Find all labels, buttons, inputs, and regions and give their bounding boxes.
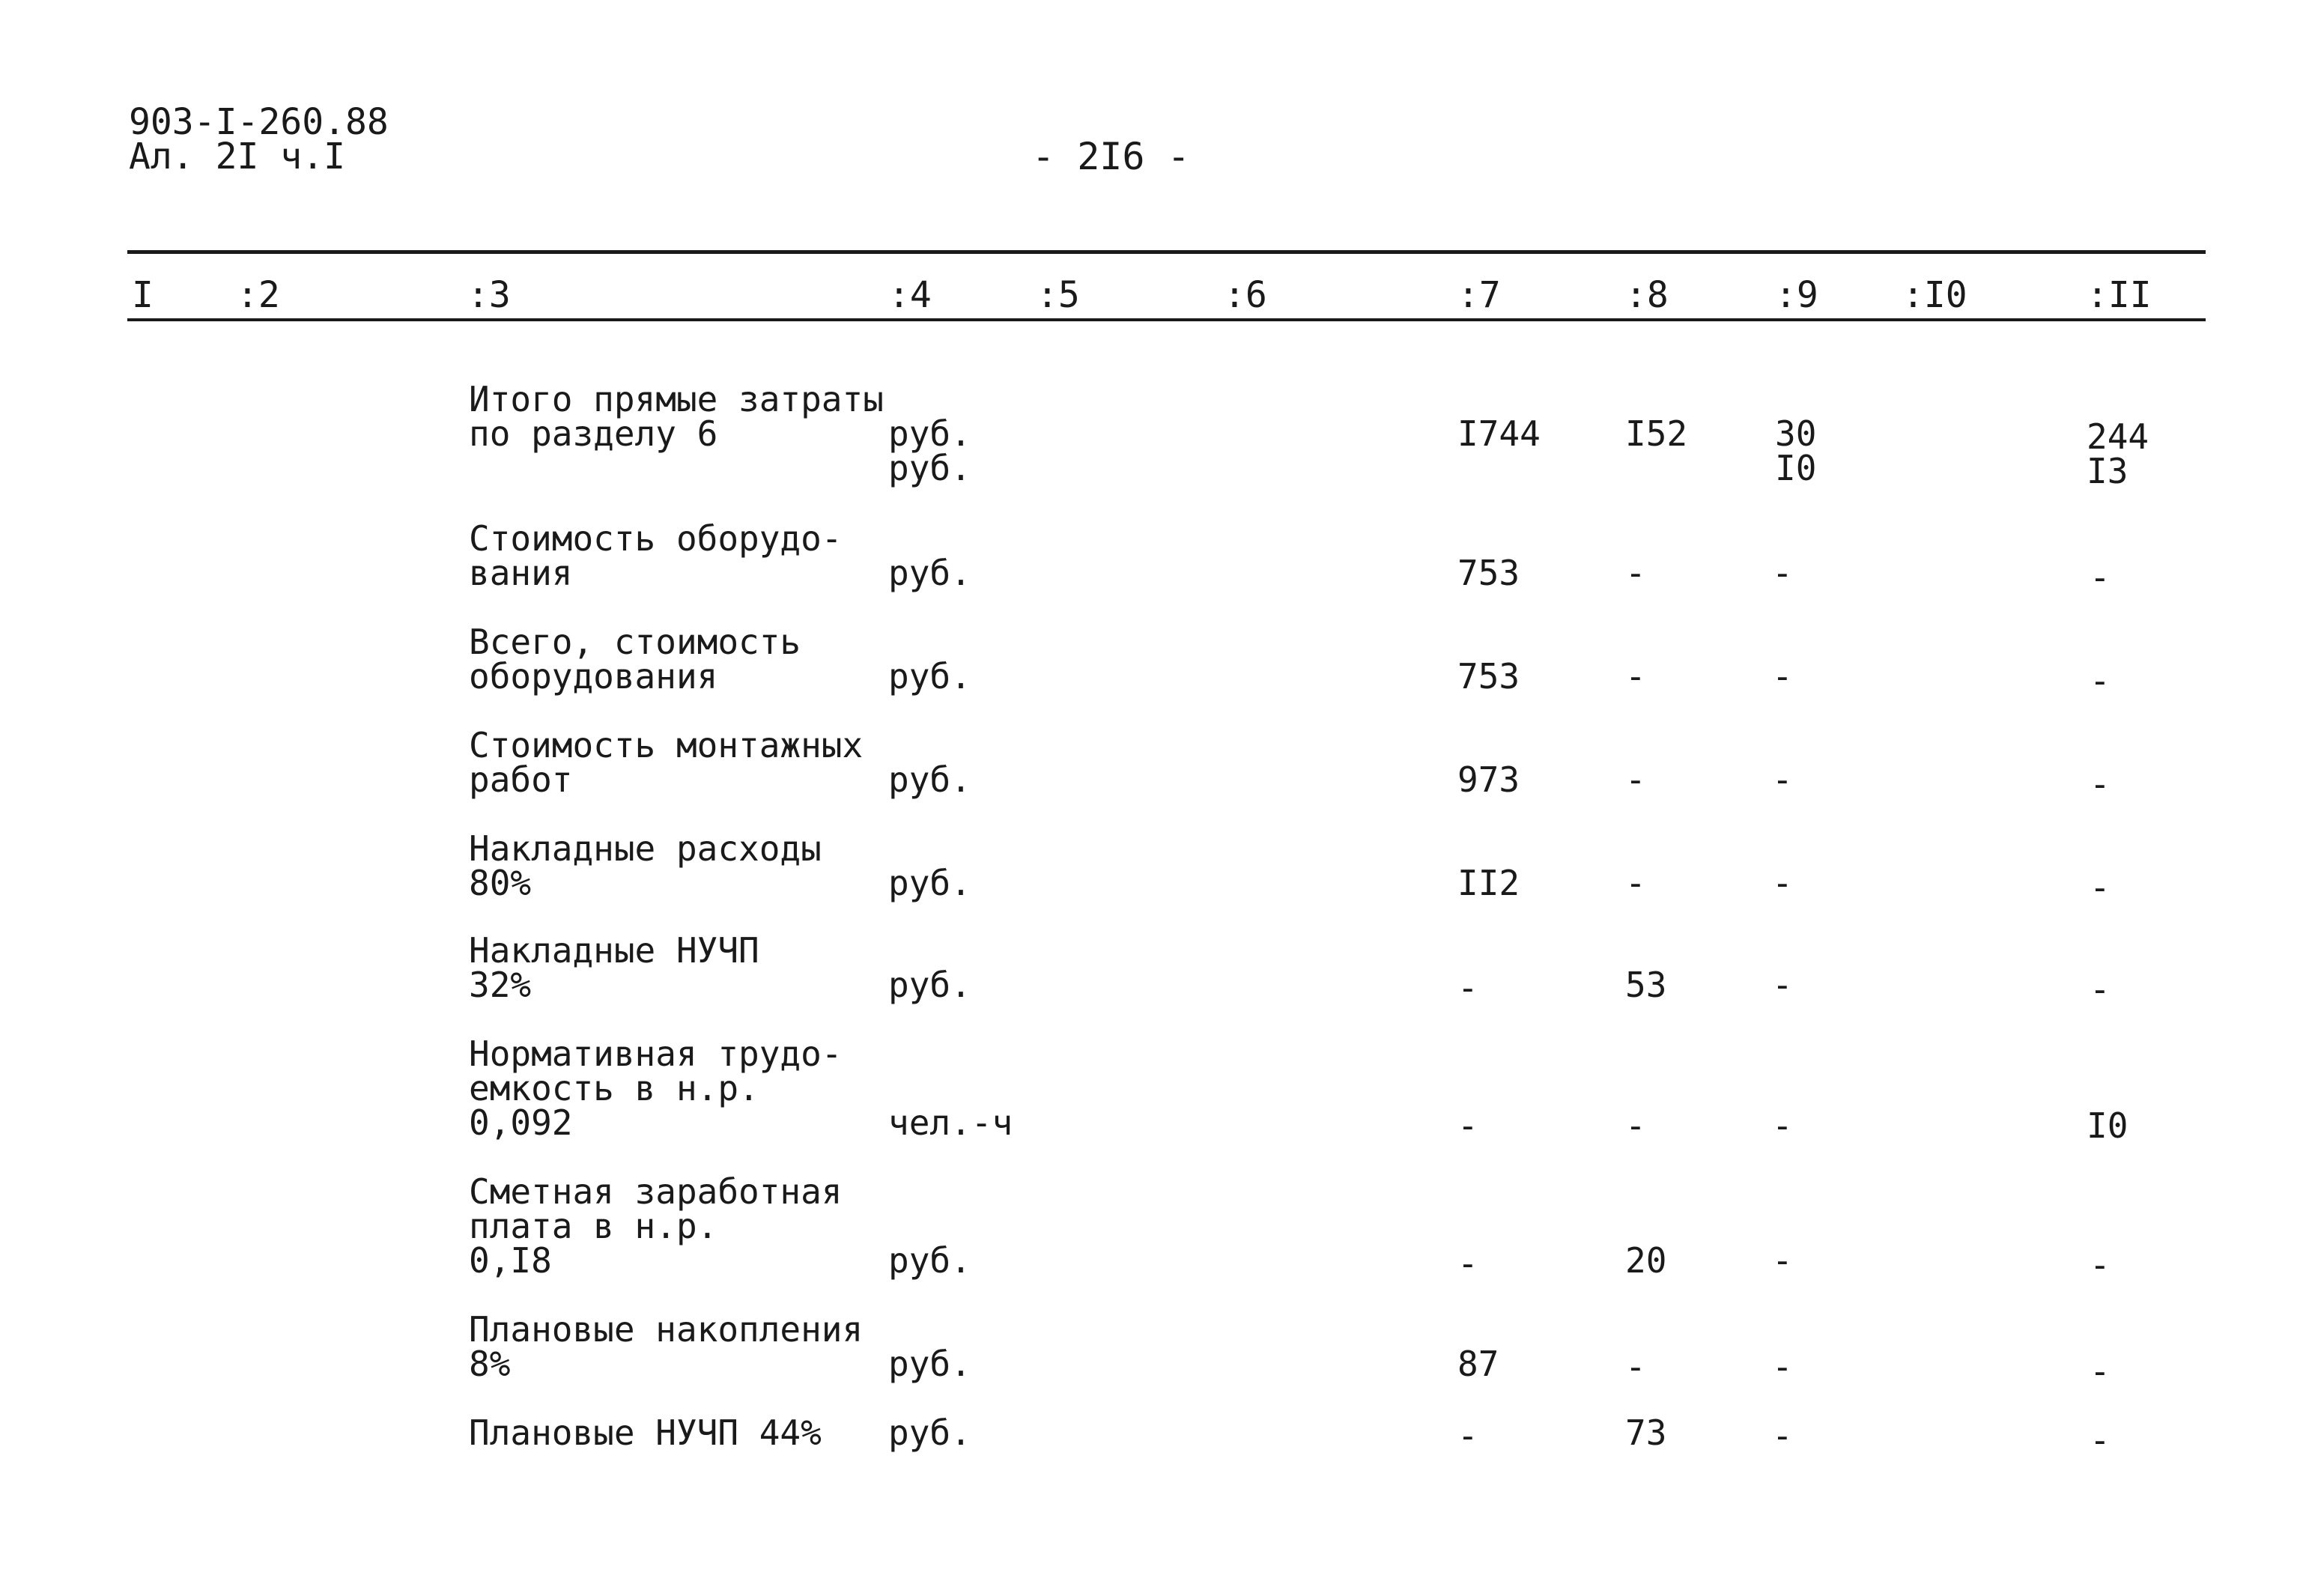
row-value-col8: -	[1625, 1347, 1646, 1387]
row-value-col9: -	[1772, 1416, 1793, 1456]
column-header-11: :II	[2087, 274, 2152, 316]
row-value-col7: -	[1457, 1243, 1478, 1284]
row-value-col9: -	[1772, 965, 1793, 1005]
row-value-col9: -	[1772, 1105, 1793, 1146]
row-value-col7: -	[1457, 968, 1478, 1008]
page-number: - 2I6 -	[1032, 135, 1190, 178]
row-value-col8: 53	[1625, 965, 1667, 1005]
row-value-col11: I0	[2087, 1105, 2128, 1146]
column-header-5: :5	[1037, 274, 1080, 316]
row-unit: руб.	[888, 1413, 971, 1453]
column-header-9: :9	[1775, 274, 1818, 316]
row-unit: чел.-ч	[888, 1102, 1013, 1143]
row-item-name: Итого прямые затраты по разделу 6	[469, 379, 884, 454]
row-value-col7: 973	[1457, 759, 1520, 800]
row-value-col8: -	[1625, 553, 1646, 593]
row-unit: руб.	[888, 656, 971, 697]
row-value-col11: -	[2090, 867, 2111, 908]
table-header-rule	[127, 318, 2206, 321]
row-value-col9: 30 I0	[1775, 413, 1817, 488]
row-value-col7: -	[1457, 1416, 1478, 1456]
row-value-col9: -	[1772, 1347, 1793, 1387]
row-value-col9: -	[1772, 759, 1793, 800]
row-value-col9: -	[1772, 863, 1793, 903]
row-unit: руб.	[888, 759, 971, 800]
row-item-name: Сметная заработная плата в н.р. 0,I8	[469, 1171, 843, 1281]
row-value-col8: -	[1625, 656, 1646, 697]
row-value-col11: -	[2090, 1420, 2111, 1460]
row-value-col8: I52	[1625, 413, 1688, 454]
row-value-col7: 753	[1457, 656, 1520, 697]
row-value-col7: 753	[1457, 553, 1520, 593]
row-item-name: Всего, стоимость оборудования	[469, 622, 801, 697]
row-unit: руб.	[888, 1240, 971, 1281]
row-value-col8: -	[1625, 863, 1646, 903]
row-value-col7: I744	[1457, 413, 1541, 454]
column-header-8: :8	[1625, 274, 1669, 316]
row-item-name: Стоимость монтажных работ	[469, 725, 864, 800]
row-value-col8: 20	[1625, 1240, 1667, 1281]
row-value-col8: 73	[1625, 1413, 1667, 1453]
row-value-col11: -	[2090, 1351, 2111, 1392]
row-unit: руб.	[888, 553, 971, 593]
row-value-col8: -	[1625, 1105, 1646, 1146]
row-value-col7: -	[1457, 1105, 1478, 1146]
row-value-col11: -	[2090, 969, 2111, 1010]
row-value-col11: -	[2090, 557, 2111, 598]
row-value-col11: -	[2090, 661, 2111, 701]
row-item-name: Плановые НУЧП 44%	[469, 1413, 822, 1453]
row-unit: руб.	[888, 965, 971, 1005]
row-value-col8: -	[1625, 759, 1646, 800]
row-item-name: Накладные расходы 80%	[469, 828, 822, 903]
column-header-3: :3	[467, 274, 511, 316]
row-unit: руб.	[888, 1344, 971, 1384]
column-header-6: :6	[1224, 274, 1267, 316]
row-unit: руб.	[888, 863, 971, 903]
row-item-name: Плановые накопления 8%	[469, 1309, 864, 1384]
column-header-7: :7	[1457, 274, 1501, 316]
row-value-col9: -	[1772, 656, 1793, 697]
row-item-name: Накладные НУЧП 32%	[469, 930, 759, 1005]
row-value-col11: 244 I3	[2087, 416, 2149, 491]
document-code	[129, 101, 389, 177]
document-code-line2: Ал. 2I ч.I	[129, 136, 345, 177]
row-item-name: Стоимость оборудо- вания	[469, 518, 843, 593]
row-value-col7: II2	[1457, 863, 1520, 903]
document-code-line1: 903-I-260.88	[129, 101, 389, 143]
column-header-4: :4	[888, 274, 932, 316]
row-value-col11: -	[2090, 764, 2111, 804]
column-header-2: :2	[237, 274, 280, 316]
column-header-1: I	[132, 274, 154, 316]
column-header-10: :I0	[1902, 274, 1967, 316]
row-value-col11: -	[2090, 1245, 2111, 1285]
row-value-col9: -	[1772, 553, 1793, 593]
row-value-col9: -	[1772, 1240, 1793, 1281]
row-unit: руб. руб.	[888, 413, 971, 488]
row-value-col7: 87	[1457, 1344, 1499, 1384]
table-top-rule	[127, 250, 2206, 254]
row-item-name: Нормативная трудо- емкость в н.р. 0,092	[469, 1034, 843, 1143]
